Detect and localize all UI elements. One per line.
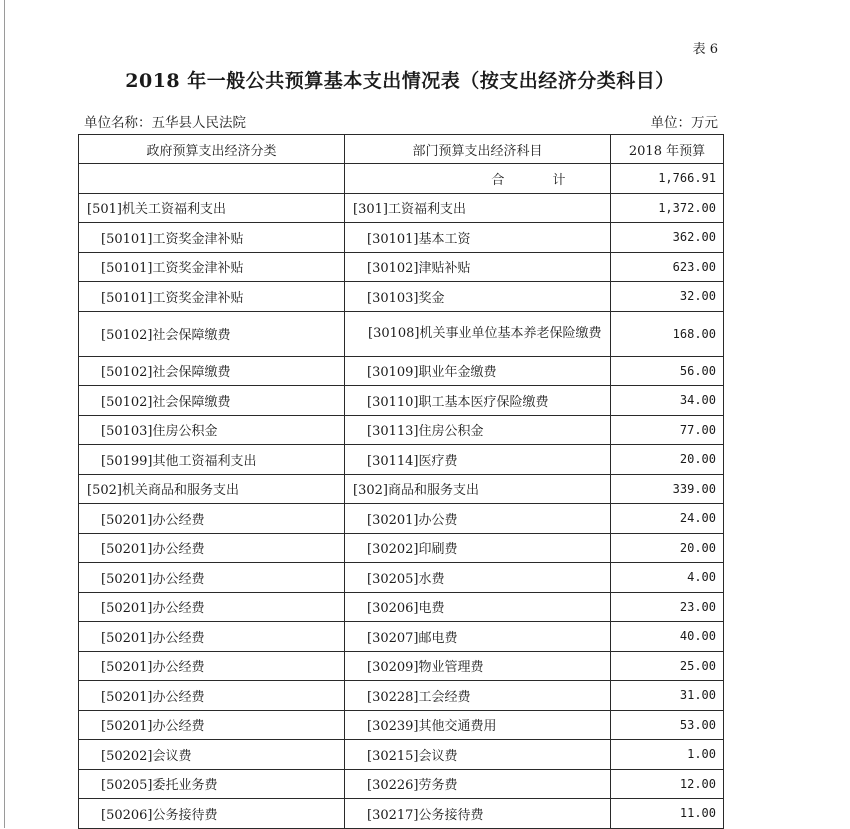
- gov-category-cell: [50102]社会保障缴费: [79, 356, 345, 386]
- table-row: [79, 622, 724, 652]
- budget-amount-cell: 77.00: [611, 415, 724, 445]
- dept-account-cell: [30205]水费: [345, 563, 611, 593]
- gov-category-cell: [50201]办公经费: [79, 504, 345, 534]
- dept-account-cell: [30103]奖金: [345, 282, 611, 312]
- page-left-rule: [4, 0, 5, 828]
- budget-amount-cell: 339.00: [611, 474, 724, 504]
- gov-category-cell: [50201]办公经费: [79, 651, 345, 681]
- budget-amount-cell: 24.00: [611, 504, 724, 534]
- table-row: [79, 193, 724, 223]
- table-row: [79, 592, 724, 622]
- dept-account-cell: [30239]其他交通费用: [345, 710, 611, 740]
- gov-category-cell: [50202]会议费: [79, 740, 345, 770]
- table-row: [79, 356, 724, 386]
- document-title: 2018 年一般公共预算基本支出情况表（按支出经济分类科目）: [125, 70, 675, 92]
- gov-category-cell: [50201]办公经费: [79, 710, 345, 740]
- table-row: [79, 710, 724, 740]
- budget-amount-cell: 623.00: [611, 252, 724, 282]
- gov-category-cell: [50201]办公经费: [79, 592, 345, 622]
- budget-amount-cell: 168.00: [611, 311, 724, 356]
- budget-amount-cell: 20.00: [611, 445, 724, 475]
- table-row: [79, 563, 724, 593]
- budget-amount-cell: 40.00: [611, 622, 724, 652]
- header-dept-account: 部门预算支出经济科目: [345, 135, 611, 164]
- table-header-row: [79, 135, 724, 164]
- budget-amount-cell: 12.00: [611, 769, 724, 799]
- table-row: [79, 311, 724, 356]
- dept-account-cell: [30108]机关事业单位基本养老保险缴费: [345, 311, 611, 356]
- budget-amount-cell: 34.00: [611, 386, 724, 416]
- gov-category-cell: [50199]其他工资福利支出: [79, 445, 345, 475]
- gov-category-cell: [501]机关工资福利支出: [79, 193, 345, 223]
- dept-account-cell: [30202]印刷费: [345, 533, 611, 563]
- dept-account-cell: [30101]基本工资: [345, 223, 611, 253]
- table-row: [79, 282, 724, 312]
- dept-account-cell: [30110]职工基本医疗保险缴费: [345, 386, 611, 416]
- dept-account-cell: [30217]公务接待费: [345, 799, 611, 829]
- header-budget-2018: 2018 年预算: [611, 135, 724, 164]
- total-amount: 1,766.91: [611, 164, 724, 194]
- budget-amount-cell: 31.00: [611, 681, 724, 711]
- dept-account-cell: [301]工资福利支出: [345, 193, 611, 223]
- dept-account-cell: [30109]职业年金缴费: [345, 356, 611, 386]
- gov-category-cell: [50101]工资奖金津补贴: [79, 282, 345, 312]
- dept-account-cell: [30206]电费: [345, 592, 611, 622]
- budget-amount-cell: 11.00: [611, 799, 724, 829]
- total-label: 合 计: [345, 164, 611, 194]
- gov-category-cell: [50206]公务接待费: [79, 799, 345, 829]
- dept-account-cell: [30113]住房公积金: [345, 415, 611, 445]
- gov-category-cell: [50102]社会保障缴费: [79, 311, 345, 356]
- gov-category-cell: [50102]社会保障缴费: [79, 386, 345, 416]
- dept-account-cell: [30102]津贴补贴: [345, 252, 611, 282]
- budget-amount-cell: 53.00: [611, 710, 724, 740]
- table-row: [79, 415, 724, 445]
- table-number: 表 6: [692, 42, 718, 57]
- budget-table: [78, 134, 724, 829]
- dept-account-cell: [30226]劳务费: [345, 769, 611, 799]
- currency-unit-label: 单位：万元: [650, 115, 718, 131]
- table-row: [79, 504, 724, 534]
- dept-account-cell: [302]商品和服务支出: [345, 474, 611, 504]
- gov-category-cell: [50201]办公经费: [79, 681, 345, 711]
- table-row: [79, 740, 724, 770]
- gov-category-cell: [50205]委托业务费: [79, 769, 345, 799]
- table-row: [79, 386, 724, 416]
- gov-category-cell: [50103]住房公积金: [79, 415, 345, 445]
- total-gov-cell: [79, 164, 345, 194]
- gov-category-cell: [50201]办公经费: [79, 563, 345, 593]
- gov-category-cell: [50101]工资奖金津补贴: [79, 223, 345, 253]
- dept-account-cell: [30228]工会经费: [345, 681, 611, 711]
- table-row: [79, 223, 724, 253]
- table-row: [79, 445, 724, 475]
- dept-account-cell: [30209]物业管理费: [345, 651, 611, 681]
- gov-category-cell: [50101]工资奖金津补贴: [79, 252, 345, 282]
- gov-category-cell: [50201]办公经费: [79, 622, 345, 652]
- budget-amount-cell: 56.00: [611, 356, 724, 386]
- dept-account-cell: [30207]邮电费: [345, 622, 611, 652]
- table-row: [79, 474, 724, 504]
- gov-category-cell: [502]机关商品和服务支出: [79, 474, 345, 504]
- total-row: [79, 164, 724, 194]
- budget-amount-cell: 23.00: [611, 592, 724, 622]
- unit-name-label: 单位名称：五华县人民法院: [84, 115, 246, 131]
- budget-amount-cell: 32.00: [611, 282, 724, 312]
- gov-category-cell: [50201]办公经费: [79, 533, 345, 563]
- table-row: [79, 769, 724, 799]
- header-gov-category: 政府预算支出经济分类: [79, 135, 345, 164]
- dept-account-cell: [30114]医疗费: [345, 445, 611, 475]
- budget-amount-cell: 1,372.00: [611, 193, 724, 223]
- budget-amount-cell: 1.00: [611, 740, 724, 770]
- table-row: [79, 799, 724, 829]
- table-row: [79, 252, 724, 282]
- table-row: [79, 681, 724, 711]
- budget-amount-cell: 20.00: [611, 533, 724, 563]
- budget-amount-cell: 25.00: [611, 651, 724, 681]
- dept-account-cell: [30215]会议费: [345, 740, 611, 770]
- table-row: [79, 651, 724, 681]
- budget-amount-cell: 362.00: [611, 223, 724, 253]
- dept-account-cell: [30201]办公费: [345, 504, 611, 534]
- budget-amount-cell: 4.00: [611, 563, 724, 593]
- table-row: [79, 533, 724, 563]
